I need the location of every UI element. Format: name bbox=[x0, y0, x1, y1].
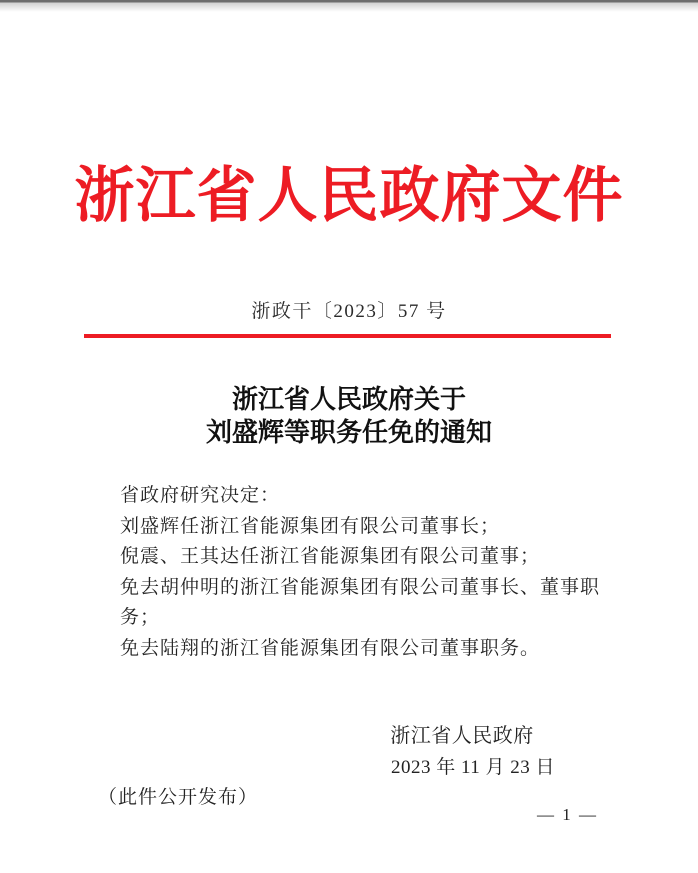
viewport-top-shadow bbox=[0, 0, 698, 12]
public-release-note: （此件公开发布） bbox=[98, 787, 259, 808]
body-line: 免去陆翔的浙江省能源集团有限公司董事职务。 bbox=[120, 637, 541, 659]
issue-date: 2023 年 11 月 23 日 bbox=[390, 757, 556, 778]
document-number: 浙政干〔2023〕57 号 bbox=[251, 301, 447, 322]
body-line: 免去胡仲明的浙江省能源集团有限公司董事长、董事职务； bbox=[120, 576, 601, 628]
red-divider-line bbox=[84, 334, 611, 338]
document-title bbox=[0, 383, 698, 449]
body-line: 倪震、王其达任浙江省能源集团有限公司董事； bbox=[120, 546, 541, 567]
document-body bbox=[120, 481, 638, 664]
document-title-line1: 浙江省人民政府关于 bbox=[231, 385, 466, 414]
page-number: — 1 — bbox=[537, 805, 598, 824]
issuing-authority-signature: 浙江省人民政府 bbox=[390, 725, 534, 747]
body-line: 刘盛辉任浙江省能源集团有限公司董事长； bbox=[120, 515, 501, 537]
document-title-line2: 刘盛辉等职务任免的通知 bbox=[205, 418, 492, 447]
body-line: 省政府研究决定： bbox=[120, 485, 281, 506]
document-header-title: 浙江省人民政府文件 bbox=[74, 163, 624, 229]
